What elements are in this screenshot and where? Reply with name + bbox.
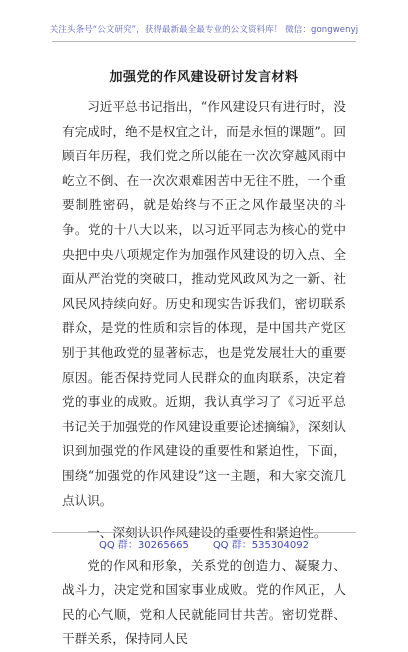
document-title: 加强党的作风建设研讨发言材料	[109, 70, 299, 85]
body-paragraph: 习近平总书记指出，“作风建设只有进行时，没有完成时，绝不是权宜之计，而是永恒的课题”。回顾百年历程，我们党之所以能在一次次穿越风雨中屹立不倒、在一次次艰难困苦中无往不胜，一个重要制胜密码，就是始终与不正之风作最坚决的斗争。党的十八大以来，以习近平同志为核心的党中央把中央八项规定作为加强作风建设的切入点、全面从严治党的突破口，推动党风政风为之一新、社风民风持续向好。历史和现实告诉我们，密切联系群众，是党的性质和宗旨的体现，是中国共产党区别于其他政党的显著标志，也是党发展壮大的重要原因。能否保持党同人民群众的血肉联系，决定着党的事业的成败。近期，我认真学习了《习近平总书记关于加强党的作风建设重要论述摘编》，深刻认识到加强党的作风建设的重要性和紧迫性，下面，围绕“加强党的作风建设”这一主题，和大家交流几点认识。	[62, 99, 346, 508]
footer-contacts	[0, 536, 408, 551]
document-body	[62, 95, 346, 652]
header-banner: 关注头条号“公文研究”，获得最新最全最专业的公文资料库！ 微信：gongwenyj	[49, 25, 359, 35]
footer-qq-group-1: QQ 群：30265665	[98, 540, 189, 551]
body-paragraph: 党的作风和形象，关系党的创造力、凝聚力、战斗力，决定党和国家事业成败。党的作风正，人民的心气顺，党和人民就能同甘共苦。密切党群、干群关系，保持同人民	[62, 557, 346, 647]
footer-divider	[52, 532, 356, 533]
section-heading: 一、深刻认识作风建设的重要性和紧迫性。	[87, 525, 327, 541]
header-divider	[52, 41, 356, 42]
footer-qq-group-2: QQ 群：535304092	[212, 540, 309, 551]
